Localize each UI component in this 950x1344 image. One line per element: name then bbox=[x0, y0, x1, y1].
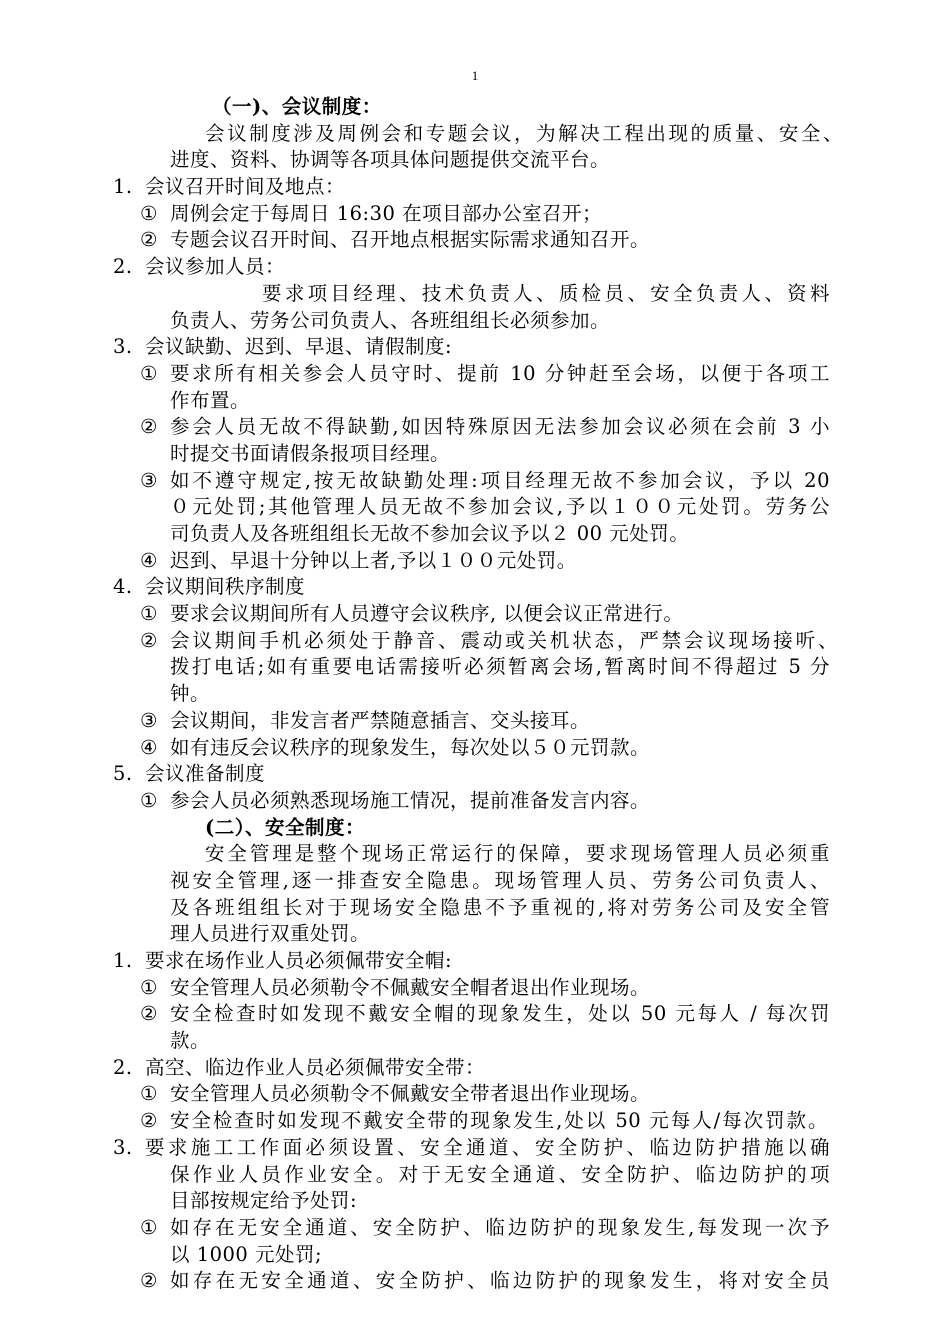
item-number: 3. bbox=[113, 1135, 133, 1159]
intro-paragraph: 理人员进行双重处罚。 bbox=[170, 922, 371, 946]
clause-text: 安全管理人员必须勒令不佩戴安全带者退出作业现场。 bbox=[170, 1082, 651, 1106]
intro-paragraph: 安全管理是整个现场正常运行的保障，要求现场管理人员必须重 bbox=[205, 842, 830, 866]
clause-text: 如不遵守规定,按无故缺勤处理:项目经理无故不参加会议，予以 20 bbox=[170, 468, 830, 492]
clause-text: 司负责人及各班组组长无故不参加会议予以２ 00 元处罚。 bbox=[170, 522, 690, 545]
section-heading: （一)、会议制度： bbox=[212, 95, 382, 118]
circled-number: ② bbox=[140, 228, 158, 252]
circled-number: ② bbox=[140, 415, 158, 439]
circled-number: ③ bbox=[140, 468, 158, 492]
clause-text: 安全管理人员必须勒令不佩戴安全帽者退出作业现场。 bbox=[170, 975, 651, 999]
section-heading: (二）、安全制度： bbox=[205, 815, 365, 839]
clause-text: 周例会定于每周日 16:30 在项目部办公室召开； bbox=[170, 201, 603, 225]
clause-text: 专题会议召开时间、召开地点根据实际需求通知召开。 bbox=[170, 228, 651, 252]
item-number: 1. bbox=[113, 175, 133, 199]
circled-number: ④ bbox=[140, 735, 158, 759]
clause-text: 作布置。 bbox=[170, 388, 251, 412]
clause-text: 会议期间，非发言者严禁随意插言、交头接耳。 bbox=[170, 708, 591, 732]
intro-paragraph: 会议制度涉及周例会和专题会议，为解决工程出现的质量、安全、 bbox=[205, 121, 843, 145]
intro-paragraph: 视安全管理,逐一排查安全隐患。现场管理人员、劳务公司负责人、 bbox=[170, 868, 830, 892]
clause-text: 钟。 bbox=[170, 682, 211, 706]
circled-number: ① bbox=[140, 975, 158, 999]
circled-number: ② bbox=[140, 1002, 158, 1026]
item-title: 目部按规定给予处罚: bbox=[170, 1189, 358, 1213]
circled-number: ① bbox=[140, 1082, 158, 1106]
clause-text: 安全检查时如发现不戴安全带的现象发生,处以 50 元每人/每次罚款。 bbox=[170, 1109, 828, 1133]
circled-number: ① bbox=[140, 1215, 158, 1239]
item-title: 会议缺勤、迟到、早退、请假制度: bbox=[145, 335, 453, 359]
clause-text: 负责人、劳务公司负责人、各班组组长必须参加。 bbox=[170, 308, 611, 332]
intro-paragraph: 及各班组组长对于现场安全隐患不予重视的,将对劳务公司及安全管 bbox=[170, 895, 830, 919]
item-title: 要求在场作业人员必须佩带安全帽: bbox=[145, 949, 453, 972]
item-number: 5. bbox=[113, 762, 133, 786]
circled-number: ④ bbox=[140, 548, 158, 572]
clause-text: 要求所有相关参会人员守时、提前 10 分钟赶至会场，以便于各项工 bbox=[170, 361, 830, 385]
circled-number: ① bbox=[140, 201, 158, 225]
item-title: 保作业人员作业安全。对于无安全通道、安全防护、临边防护的项 bbox=[170, 1162, 830, 1186]
circled-number: ① bbox=[140, 361, 158, 385]
item-title: 会议召开时间及地点： bbox=[145, 175, 346, 199]
item-title: 高空、临边作业人员必须佩带安全带： bbox=[145, 1055, 486, 1079]
page-number: 1 bbox=[471, 68, 479, 83]
clause-text: 参会人员无故不得缺勤,如因特殊原因无法参加会议必须在会前 3 小 bbox=[170, 415, 830, 439]
item-number: 3. bbox=[113, 335, 133, 359]
clause-text: 参会人员必须熟悉现场施工情况，提前准备发言内容。 bbox=[170, 788, 651, 812]
clause-text: 拨打电话;如有重要电话需接听必须暂离会场,暂离时间不得超过 5 分 bbox=[170, 655, 830, 679]
circled-number: ② bbox=[140, 1269, 158, 1293]
item-title: 会议准备制度 bbox=[145, 762, 266, 786]
intro-paragraph: 进度、资料、协调等各项具体问题提供交流平台。 bbox=[170, 148, 611, 172]
clause-text: 会议期间手机必须处于静音、震动或关机状态，严禁会议现场接听、 bbox=[170, 628, 838, 652]
clause-text: 如存在无安全通道、安全防护、临边防护的现象发生,每发现一次予 bbox=[170, 1215, 830, 1239]
circled-number: ① bbox=[140, 602, 158, 626]
circled-number: ③ bbox=[140, 708, 158, 732]
clause-text: 如有违反会议秩序的现象发生，每次处以５０元罚款。 bbox=[170, 735, 651, 759]
clause-text: 款。 bbox=[170, 1029, 211, 1053]
clause-text: 如存在无安全通道、安全防护、临边防护的现象发生，将对安全员 bbox=[170, 1269, 830, 1293]
clause-text: 要求会议期间所有人员遵守会议秩序, 以便会议正常进行。 bbox=[170, 602, 684, 626]
item-number: 2. bbox=[113, 1055, 133, 1079]
clause-text: 时提交书面请假条报项目经理。 bbox=[170, 441, 451, 465]
document-body bbox=[0, 94, 950, 1295]
clause-text: 以 1000 元处罚; bbox=[170, 1242, 323, 1266]
item-title: 会议期间秩序制度 bbox=[145, 575, 306, 599]
item-number: 1. bbox=[113, 949, 133, 972]
circled-number: ② bbox=[140, 628, 158, 652]
item-number: 4. bbox=[113, 575, 133, 599]
clause-text: 迟到、早退十分钟以上者,予以１００元处罚。 bbox=[170, 548, 577, 572]
item-number: 2. bbox=[113, 255, 133, 279]
clause-text: ０元处罚;其他管理人员无故不参加会议,予以１００元处罚。劳务公 bbox=[170, 495, 830, 519]
circled-number: ① bbox=[140, 788, 158, 812]
clause-text: 要求项目经理、技术负责人、质检员、安全负责人、资料 bbox=[262, 281, 830, 305]
clause-text: 安全检查时如发现不戴安全帽的现象发生，处以 50 元每人 / 每次罚 bbox=[170, 1002, 830, 1026]
item-title: 要求施工工作面必须设置、安全通道、安全防护、临边防护措施以确 bbox=[145, 1135, 830, 1159]
item-title: 会议参加人员： bbox=[145, 255, 286, 279]
circled-number: ② bbox=[140, 1109, 158, 1133]
